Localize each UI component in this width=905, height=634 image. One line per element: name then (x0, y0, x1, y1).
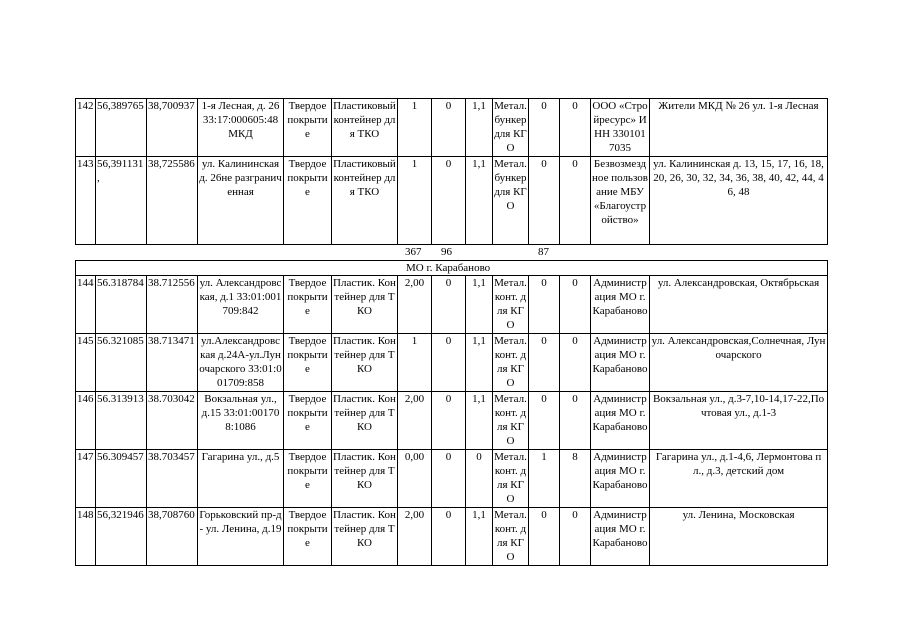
table-row (76, 450, 828, 508)
cell-address: ул. Калининская д. 26не разграниченная (198, 157, 284, 245)
cell-waste-sources: Вокзальная ул., д.3-7,10-14,17-22,Почтовая ул., д.1-3 (650, 392, 828, 450)
cell-column-zero: 0 (432, 392, 466, 450)
cell-owner: Администрация МО г.Карабаново (591, 392, 650, 450)
cell-container-type: Пластик. Контейнер для ТКО (332, 334, 398, 392)
cell-longitude: 38.713471 (147, 334, 198, 392)
cell-surface: Твердое покрытие (284, 392, 332, 450)
registry-table-lower (75, 260, 828, 566)
cell-owner: ООО «Стройресурс» ИНН 3301017035 (591, 99, 650, 157)
cell-surface: Твердое покрытие (284, 508, 332, 566)
registry-table-upper (75, 98, 828, 245)
cell-address: Горьковский пр-д - ул. Ленина, д.19 (198, 508, 284, 566)
cell-column-zero: 0 (432, 99, 466, 157)
cell-address: 1-я Лесная, д. 26 33:17:000605:48 МКД (198, 99, 284, 157)
cell-column-zero: 0 (432, 334, 466, 392)
cell-kgo-volume: 0 (560, 157, 591, 245)
cell-longitude: 38,708760 (147, 508, 198, 566)
cell-container-type: Пластиковый контейнер для ТКО (332, 157, 398, 245)
section-title: МО г. Карабаново (76, 261, 828, 276)
cell-kgo-volume: 0 (560, 99, 591, 157)
cell-address: ул. Александровская, д.1 33:01:001709:842 (198, 276, 284, 334)
cell-owner: Администрация МО г.Карабаново (591, 334, 650, 392)
cell-surface: Твердое покрытие (284, 157, 332, 245)
cell-container-count: 0,00 (398, 450, 432, 508)
cell-kgo-count: 0 (529, 334, 560, 392)
cell-container-volume: 1,1 (466, 99, 493, 157)
cell-owner: Безвозмездное пользование МБУ «Благоустройство» (591, 157, 650, 245)
cell-container-type: Пластик. Контейнер для ТКО (332, 276, 398, 334)
table-row (76, 334, 828, 392)
cell-waste-sources: ул. Александровская,Солнечная, Луночарского (650, 334, 828, 392)
table-row (76, 276, 828, 334)
cell-surface: Твердое покрытие (284, 276, 332, 334)
total-zero-col: 96 (441, 246, 452, 258)
cell-container-count: 1 (398, 99, 432, 157)
cell-column-zero: 0 (432, 508, 466, 566)
cell-column-zero: 0 (432, 157, 466, 245)
cell-kgo-volume: 0 (560, 508, 591, 566)
cell-container-count: 1 (398, 157, 432, 245)
cell-kgo-count: 1 (529, 450, 560, 508)
cell-address: Вокзальная ул., д.15 33:01:001708:1086 (198, 392, 284, 450)
cell-kgo-count: 0 (529, 276, 560, 334)
cell-latitude: 56.318784 (96, 276, 147, 334)
cell-kgo-volume: 0 (560, 276, 591, 334)
cell-latitude: 56,391131 , (96, 157, 147, 245)
cell-waste-sources: Гагарина ул., д.1-4,6, Лермонтова пл., д.3, детский дом (650, 450, 828, 508)
cell-surface: Твердое покрытие (284, 450, 332, 508)
cell-kgo-container: Метал. конт. для КГО (493, 450, 529, 508)
cell-surface: Твердое покрытие (284, 334, 332, 392)
cell-kgo-count: 0 (529, 392, 560, 450)
cell-kgo-container: Метал. бункер для КГО (493, 157, 529, 245)
cell-column-zero: 0 (432, 450, 466, 508)
cell-longitude: 38,725586 (147, 157, 198, 245)
cell-longitude: 38.703457 (147, 450, 198, 508)
cell-container-volume: 1,1 (466, 276, 493, 334)
cell-waste-sources: ул. Александровская, Октябрьская (650, 276, 828, 334)
cell-container-volume: 1,1 (466, 157, 493, 245)
table-row (76, 392, 828, 450)
cell-row-number: 147 (76, 450, 96, 508)
table-row (76, 508, 828, 566)
cell-container-type: Пластиковый контейнер для ТКО (332, 99, 398, 157)
cell-longitude: 38.712556 (147, 276, 198, 334)
cell-kgo-container: Метал. конт. для КГО (493, 508, 529, 566)
cell-latitude: 56.309457 (96, 450, 147, 508)
cell-owner: Администрация МО г.Карабаново (591, 508, 650, 566)
cell-container-volume: 1,1 (466, 508, 493, 566)
cell-owner: Администрация МО г.Карабаново (591, 450, 650, 508)
cell-kgo-container: Метал. конт. для КГО (493, 276, 529, 334)
cell-latitude: 56,321946 (96, 508, 147, 566)
cell-row-number: 146 (76, 392, 96, 450)
cell-waste-sources: ул. Калининская д. 13, 15, 17, 16, 18, 20, 26, 30, 32, 34, 36, 38, 40, 42, 44, 46, 48 (650, 157, 828, 245)
cell-kgo-container: Метал. конт. для КГО (493, 334, 529, 392)
cell-longitude: 38,700937 (147, 99, 198, 157)
cell-container-volume: 1,1 (466, 392, 493, 450)
cell-waste-sources: Жители МКД № 26 ул. 1-я Лесная (650, 99, 828, 157)
cell-latitude: 56.313913 (96, 392, 147, 450)
cell-kgo-volume: 0 (560, 392, 591, 450)
cell-latitude: 56.321085 (96, 334, 147, 392)
cell-owner: Администрация МО г.Карабаново (591, 276, 650, 334)
cell-kgo-count: 0 (529, 157, 560, 245)
cell-container-volume: 0 (466, 450, 493, 508)
cell-row-number: 142 (76, 99, 96, 157)
cell-address: Гагарина ул., д.5 (198, 450, 284, 508)
total-kgo: 87 (538, 246, 549, 258)
total-count: 367 (405, 246, 422, 258)
cell-row-number: 143 (76, 157, 96, 245)
cell-address: ул.Александровская д.24А-ул.Луночарского 33:01:001709:858 (198, 334, 284, 392)
cell-column-zero: 0 (432, 276, 466, 334)
cell-container-count: 1 (398, 334, 432, 392)
table-row (76, 99, 828, 157)
cell-row-number: 145 (76, 334, 96, 392)
cell-longitude: 38.703042 (147, 392, 198, 450)
section-header-row (76, 261, 828, 276)
cell-container-volume: 1,1 (466, 334, 493, 392)
cell-row-number: 144 (76, 276, 96, 334)
cell-latitude: 56,389765 (96, 99, 147, 157)
cell-container-type: Пластик. Контейнер для ТКО (332, 450, 398, 508)
cell-kgo-count: 0 (529, 99, 560, 157)
cell-container-type: Пластик. Контейнер для ТКО (332, 508, 398, 566)
cell-kgo-count: 0 (529, 508, 560, 566)
cell-container-count: 2,00 (398, 392, 432, 450)
cell-kgo-volume: 0 (560, 334, 591, 392)
cell-kgo-container: Метал. бункер для КГО (493, 99, 529, 157)
cell-surface: Твердое покрытие (284, 99, 332, 157)
cell-row-number: 148 (76, 508, 96, 566)
cell-waste-sources: ул. Ленина, Московская (650, 508, 828, 566)
table-row (76, 157, 828, 245)
cell-container-count: 2,00 (398, 508, 432, 566)
cell-container-type: Пластик. Контейнер для ТКО (332, 392, 398, 450)
totals-line (75, 246, 825, 260)
cell-container-count: 2,00 (398, 276, 432, 334)
cell-kgo-volume: 8 (560, 450, 591, 508)
cell-kgo-container: Метал. конт. для КГО (493, 392, 529, 450)
